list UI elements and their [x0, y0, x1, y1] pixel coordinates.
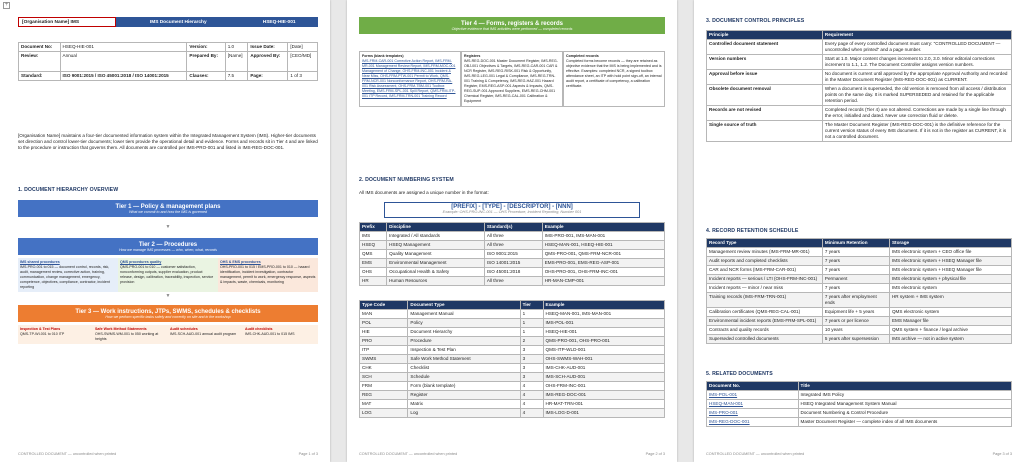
section-heading: 4. RECORD RETENTION SCHEDULE — [706, 228, 799, 234]
document-page-3 — [694, 0, 1024, 462]
table-cell[interactable]: No document is current until approved by the appropriate Approval Authority and recorded in the Master Document Register (IMS-REG-DOC-001) as CURRENT. — [822, 70, 1011, 85]
table-cell[interactable]: All three — [484, 241, 542, 250]
doc-title-cell: IMS Document Hierarchy — [116, 17, 240, 27]
meta-value[interactable]: 7.5 — [225, 72, 248, 81]
table-cell[interactable]: Completed records (Tier 4) are not altered. Corrections are made by a single line through the error, initialled and dated. Never use correction fluid or delete. — [822, 106, 1011, 121]
table-cell[interactable]: Incident reports — serious / LTI (OHS-FRM-INC-001) — [707, 275, 823, 284]
table-cell[interactable]: Obsolete document removal — [707, 85, 823, 106]
doc-code-cell: HSEQ-HIE-001 — [240, 17, 318, 27]
table-cell[interactable]: IMS-CHK-AUD-001 — [543, 364, 664, 373]
tier4-bar[interactable] — [359, 17, 665, 34]
tier4-column-body: IMS-FRM-CAR-001 Corrective Action Report, IMS-FRM-MR-001 Management Review Report, IMS-FRM-MOC-001 Management of Change, OHS-FRM-INC-001 Incident & Near Miss, OHS-FRM-PTW-001 Permit to Work, QMS-FRM-NCR-001 Nonconformance Report, OHS-FRM-RA-001 Risk Assessment, OHS-FRM-TBM-001 Toolbox Meeting, EMS-FRM-SPL-001 Spill Report, QMS-FRM-ITP-001 ITP Record, IMS-FRM-TRN-001 Training Record — [362, 59, 456, 98]
footer-controlled-statement: CONTROLLED DOCUMENT — uncontrolled when printed — [706, 452, 805, 456]
table-cell[interactable]: 7 years — [822, 248, 889, 257]
table-cell[interactable]: HIE — [360, 328, 408, 337]
table-cell[interactable]: 4 — [520, 400, 543, 409]
table-cell[interactable]: QMS system + finance / legal archive — [889, 326, 1011, 335]
footer-page-number: Page 2 of 3 — [645, 452, 665, 456]
tier4-column-body: Completed forms become records — they are retained as objective evidence that the IMS is being implemented and is effective. Examples: completed NCR, a signed toolbox attendance sheet, an ITP with hold point sign-off, an internal audit report, a certificate of competency, a calibration certificate. — [566, 59, 662, 88]
meta-value[interactable]: [Date] — [288, 43, 318, 52]
meta-value[interactable]: Annual — [60, 52, 187, 72]
table-cell[interactable]: HR system + IMS system — [889, 293, 1011, 308]
table-cell[interactable]: 1 — [520, 310, 543, 319]
document-page-1 — [0, 0, 330, 462]
table-cell[interactable]: MAN — [360, 310, 408, 319]
table-cell[interactable]: Contracts and quality records — [707, 326, 823, 335]
table-cell[interactable]: OHS-SWMS-WAH-001 — [543, 355, 664, 364]
table-cell[interactable]: All three — [484, 232, 542, 241]
tier4-subtitle: Objective evidence that IMS activities were performed — completed records — [451, 26, 573, 31]
table-cell[interactable]: Log — [408, 409, 520, 418]
tier3-box-body: QMS-TP-WI-001 to 010 ITP — [20, 332, 65, 336]
table-cell[interactable]: When a document is superseded, the old version is removed from all access / distribution points on the same day. It is marked SUPERSEDED and retained for the applicable retention period. — [822, 85, 1011, 106]
meta-label: Standard: — [19, 72, 61, 81]
meta-label: Issue Date: — [248, 43, 288, 52]
tier4-columns — [359, 51, 665, 107]
tier4-column-body: IMS-REG-DOC-001 Master Document Register, IMS-REG-OBJ-001 Objectives & Targets, IMS-REG-CAR-001 CAR & NCR Register, IMS-REG-RISK-001 Risk & Opportunity, IMS-REG-LEG-001 Legal & Compliance, IMS-REG-TRN-001 Training & Competency, IMS-REG-HAZ-001 Hazard Register, EMS-REG-ASP-001 Aspects & Impacts, QMS-REG-SUP-001 Approved Suppliers, EMS-REG-CHM-001 Chemical Register, IMS-REG-CAL-001 Calibration & Equipment — [464, 59, 558, 103]
table-row[interactable] — [707, 275, 1012, 284]
meta-label: Version: — [187, 43, 225, 52]
table-cell[interactable]: IMS-PRO-001, IMS-MAN-001 — [542, 232, 664, 241]
tier3-box-body: IMS-SCH-AUD-001 annual audit program — [170, 332, 237, 336]
document-meta-table — [18, 42, 318, 81]
table-row — [19, 72, 318, 81]
tier4-column[interactable] — [461, 51, 563, 107]
table-cell[interactable]: Every page of every controlled document must carry: "CONTROLLED DOCUMENT — uncontrolled when printed" and a page number. — [822, 40, 1011, 55]
table-row[interactable] — [360, 232, 665, 241]
table-header-row — [707, 239, 1012, 248]
table-cell[interactable]: HSEQ-HIE-001 — [543, 328, 664, 337]
table-cell[interactable]: LOG — [360, 409, 408, 418]
document-page-2 — [347, 0, 677, 462]
table-row[interactable] — [707, 418, 1012, 427]
column-header: Principle — [707, 31, 823, 40]
table-cell[interactable]: Audit reports and completed checklists — [707, 257, 823, 266]
section-heading: 5. RELATED DOCUMENTS — [706, 371, 773, 377]
table-row[interactable] — [360, 391, 665, 400]
procedure-box[interactable] — [18, 258, 118, 292]
section-heading: 2. DOCUMENT NUMBERING SYSTEM — [359, 177, 454, 183]
intro-paragraph[interactable]: [Organisation Name] maintains a four-tier documented information system within the Integrated Management System (IMS). Higher-tier documents set direction and control lower-tier documents; lower tiers provide the operational detail and evidence. Forms and records sit in Tier 4 and are linked to the procedure or instruction that governs them. All documents are controlled per IMS-PRO-001 and listed in IMS-REG-DOC-001. — [18, 133, 318, 151]
table-cell[interactable]: QMS-PRO-001, QMS-FRM-NCR-001 — [542, 250, 664, 259]
column-header: Document No. — [707, 382, 799, 391]
meta-value[interactable]: ISO 9001:2015 / ISO 45001:2018 / ISO 14001:2015 — [60, 72, 187, 81]
table-cell[interactable]: ISO 45001:2018 — [484, 268, 542, 277]
column-header: Standard(s) — [484, 223, 542, 232]
tier3-box-title: Inspection & Test Plans — [20, 327, 61, 331]
table-cell[interactable]: Matrix — [408, 400, 520, 409]
table-cell[interactable]: Integrated IMS Policy — [798, 391, 1012, 400]
table-cell[interactable]: 7 years — [822, 266, 889, 275]
tier3-title: Tier 3 — Work instructions, JTPs, SWMS, schedules & checklists — [75, 308, 261, 315]
table-cell[interactable]: ITP — [360, 346, 408, 355]
table-row[interactable] — [707, 85, 1012, 106]
table-cell[interactable]: Occupational Health & Safety — [387, 268, 485, 277]
table-cell[interactable]: REG — [360, 391, 408, 400]
numbering-format-box[interactable] — [384, 202, 640, 218]
related-documents-table — [706, 381, 1012, 427]
tier3-box[interactable] — [243, 325, 318, 344]
tier3-box-title: Safe Work Method Statements — [95, 327, 147, 331]
table-cell[interactable]: Document Numbering & Control Procedure — [798, 409, 1012, 418]
numbering-example: Example: OHS-PRO-INC-001 — OHS Procedure, Incident Reporting, Number 001 — [442, 210, 582, 214]
table-cell[interactable]: Register — [408, 391, 520, 400]
table-header-row — [360, 301, 665, 310]
table-cell[interactable]: HSEQ-MAN-001, IMS-MAN-001 — [543, 310, 664, 319]
table-cell[interactable]: IMS-POL-001 — [707, 391, 799, 400]
tier2-procedure-boxes — [18, 258, 318, 292]
table-row[interactable] — [707, 400, 1012, 409]
table-cell[interactable]: IMS-REG-DOC-001 — [707, 418, 799, 427]
column-header: Discipline — [387, 223, 485, 232]
table-cell[interactable]: Policy — [408, 319, 520, 328]
table-cell[interactable]: 10 years — [822, 326, 889, 335]
column-header: Requirement — [822, 31, 1011, 40]
table-row[interactable] — [707, 248, 1012, 257]
column-header: Storage — [889, 239, 1011, 248]
footer-page-number: Page 1 of 3 — [298, 452, 318, 456]
table-row[interactable] — [707, 121, 1012, 142]
table-cell[interactable]: QMS-PRO-001, OHS-PRO-001 — [543, 337, 664, 346]
column-header: Type Code — [360, 301, 408, 310]
table-cell[interactable]: Version numbers — [707, 55, 823, 70]
tier3-box-body: IMS-CHK-AUD-001 to 015 IMS — [245, 332, 295, 336]
column-header: Example — [542, 223, 664, 232]
table-row[interactable] — [360, 310, 665, 319]
table-cell[interactable]: Management Manual — [408, 310, 520, 319]
table-cell[interactable]: HSEQ Integrated Management System Manual — [798, 400, 1012, 409]
table-cell[interactable]: 7 years — [822, 284, 889, 293]
procedure-box-title: IMS shared procedures — [20, 260, 60, 264]
down-arrow-icon: ▼ — [165, 224, 171, 230]
table-cell[interactable]: EMS-PRO-001, EMS-REG-ASP-001 — [542, 259, 664, 268]
table-row[interactable] — [360, 250, 665, 259]
table-row[interactable] — [707, 293, 1012, 308]
table-cell[interactable]: 3 — [520, 364, 543, 373]
table-cell[interactable]: 1 — [520, 328, 543, 337]
org-name-cell: [Organisation Name] IMS — [18, 17, 116, 27]
table-cell[interactable]: CHK — [360, 364, 408, 373]
prefix-table — [359, 222, 665, 286]
table-cell[interactable]: 4 — [520, 382, 543, 391]
table-cell[interactable]: Start at 1.0. Major content changes increment to 2.0, 3.0. Minor editorial corrections increment to 1.1, 1.2. The Document Controller assigns version numbers. — [822, 55, 1011, 70]
section-heading: 3. DOCUMENT CONTROL PRINCIPLES — [706, 18, 805, 24]
tier2-bar[interactable] — [18, 238, 318, 255]
meta-label: Approved By: — [248, 52, 288, 72]
tier3-box-title: Audit schedules — [170, 327, 198, 331]
table-row[interactable] — [707, 409, 1012, 418]
table-row[interactable] — [360, 400, 665, 409]
table-row[interactable] — [360, 355, 665, 364]
tier2-title: Tier 2 — Procedures — [138, 241, 198, 248]
tier4-column-title: Forms (blank templates) — [362, 54, 404, 58]
meta-label: Prepared By: — [187, 52, 225, 72]
table-header-row — [707, 382, 1012, 391]
table-cell[interactable]: Quality Management — [387, 250, 485, 259]
table-cell[interactable]: 7 years after employment ends — [822, 293, 889, 308]
principles-table — [706, 30, 1012, 142]
table-cell[interactable]: Document Hierarchy — [408, 328, 520, 337]
meta-value[interactable]: HSEQ-HIE-001 — [60, 43, 187, 52]
table-cell[interactable]: EMS Manager file — [889, 317, 1011, 326]
tier3-box[interactable] — [93, 325, 168, 344]
table-cell[interactable]: POL — [360, 319, 408, 328]
table-cell[interactable]: Inspection & Test Plan — [408, 346, 520, 355]
column-header: Minimum Retention — [822, 239, 889, 248]
table-row[interactable] — [707, 391, 1012, 400]
table-cell[interactable]: Controlled document statement — [707, 40, 823, 55]
table-row[interactable] — [707, 308, 1012, 317]
table-cell[interactable]: ISO 14001:2015 — [484, 259, 542, 268]
table-cell[interactable]: HR — [360, 277, 387, 286]
table-cell[interactable]: Training records (IMS-FRM-TRN-001) — [707, 293, 823, 308]
tier3-boxes — [18, 325, 318, 344]
meta-value[interactable]: 1 of 3 — [288, 72, 318, 81]
table-header-row — [360, 223, 665, 232]
table-cell[interactable]: IMS-POL-001 — [543, 319, 664, 328]
table-cell[interactable]: 4 — [520, 409, 543, 418]
table-row — [19, 43, 318, 52]
tier2-subtitle: How we manage IMS processes — who, when, what, records — [119, 247, 217, 252]
table-row[interactable] — [707, 40, 1012, 55]
table-row — [19, 52, 318, 72]
tier3-box-body: OHS-SWMS-WM-001 to 050 working at heights — [95, 332, 159, 341]
procedure-box-title: QMS procedures quality — [120, 260, 162, 264]
table-row[interactable] — [360, 259, 665, 268]
table-cell[interactable]: Form (blank template) — [408, 382, 520, 391]
table-cell[interactable]: IMS electronic system + HSEQ Manager file — [889, 257, 1011, 266]
tier1-title: Tier 1 — Policy & management plans — [115, 203, 221, 210]
table-cell[interactable]: 7 years — [822, 257, 889, 266]
table-cell[interactable]: Equipment life + 5 years — [822, 308, 889, 317]
procedure-box-body: QMS-PRO-001 to 010 — customer satisfaction, nonconforming outputs, supplier evaluation, product release, design, calibration, traceability, inspection, service provision — [120, 265, 214, 284]
table-cell[interactable]: Superseded controlled documents — [707, 335, 823, 344]
tier4-column[interactable] — [563, 51, 665, 107]
table-move-handle-icon[interactable]: + — [4, 2, 9, 8]
table-row[interactable] — [360, 364, 665, 373]
table-cell[interactable]: Management review minutes (IMS-FRM-MR-001) — [707, 248, 823, 257]
table-row[interactable] — [360, 409, 665, 418]
table-cell[interactable]: Records are not revised — [707, 106, 823, 121]
table-cell[interactable]: HSEQ — [360, 241, 387, 250]
table-row[interactable] — [360, 382, 665, 391]
tier1-subtitle: What we commit to and how the IMS is governed — [128, 209, 208, 214]
table-cell[interactable]: IMS electronic system + HSEQ Manager file — [889, 266, 1011, 275]
table-cell[interactable]: IMS electronic system — [889, 284, 1011, 293]
table-cell[interactable]: 5 years after supersession — [822, 335, 889, 344]
table-row[interactable] — [707, 106, 1012, 121]
column-header: Document Type — [408, 301, 520, 310]
table-cell[interactable]: SWMS — [360, 355, 408, 364]
tier3-box[interactable] — [18, 325, 93, 344]
page-footer — [359, 452, 665, 456]
table-cell[interactable]: Environmental Management — [387, 259, 485, 268]
footer-controlled-statement: CONTROLLED DOCUMENT — uncontrolled when printed — [359, 452, 458, 456]
page-footer — [706, 452, 1012, 456]
numbering-intro[interactable]: All IMS documents are assigned a unique number in the format: — [359, 190, 489, 195]
table-cell[interactable]: HR-MAT-TRN-001 — [543, 400, 664, 409]
table-cell[interactable]: 3 — [520, 355, 543, 364]
table-cell[interactable]: HSEQ-MAN-001, HSEQ-HIE-001 — [542, 241, 664, 250]
table-cell[interactable]: IMS-REG-DOC-001 — [543, 391, 664, 400]
table-row[interactable] — [707, 70, 1012, 85]
table-cell[interactable]: ISO 9001:2015 — [484, 250, 542, 259]
table-cell[interactable]: QMS electronic system — [889, 308, 1011, 317]
meta-value[interactable]: [CEO/MD] — [288, 52, 318, 72]
table-cell[interactable]: Permanent — [822, 275, 889, 284]
document-header-bar — [18, 17, 318, 27]
table-cell[interactable]: Checklist — [408, 364, 520, 373]
footer-page-number: Page 3 of 3 — [992, 452, 1012, 456]
table-cell[interactable]: 2 — [520, 337, 543, 346]
tier3-box[interactable] — [168, 325, 243, 344]
table-cell[interactable]: FRM — [360, 382, 408, 391]
procedure-box-body: IMS-PRO-001 to 015 — document control, records, risk, audit, management review, corrective action, training, communication, change management, emergency, competence, objectives, compliance, contractor, incident reporting — [20, 265, 110, 289]
table-cell[interactable]: EMS — [360, 259, 387, 268]
procedure-box[interactable] — [118, 258, 218, 292]
table-row[interactable] — [360, 337, 665, 346]
table-cell[interactable]: IMS-LOG-D-001 — [543, 409, 664, 418]
column-header: Title — [798, 382, 1012, 391]
table-row[interactable] — [360, 277, 665, 286]
numbering-format: [PREFIX] - [TYPE] - [DESCRIPTOR] - [NNN] — [451, 204, 573, 210]
meta-label: Document No: — [19, 43, 61, 52]
table-cell[interactable]: Master Document Register — complete index of all IMS documents — [798, 418, 1012, 427]
tier4-column-title: Completed records — [566, 54, 599, 58]
table-cell[interactable]: The Master Document Register (IMS-REG-DOC-001) is the definitive reference for the current version status of every IMS document. If it is not in the register as CURRENT, it is not a controlled document. — [822, 121, 1011, 142]
table-cell[interactable]: Environmental incident reports (EMS-FRM-SPL-001) — [707, 317, 823, 326]
table-cell[interactable]: All three — [484, 277, 542, 286]
page-footer — [18, 452, 318, 456]
table-cell[interactable]: 4 — [520, 391, 543, 400]
table-cell[interactable]: Incident reports — minor / near miss — [707, 284, 823, 293]
table-row[interactable] — [360, 373, 665, 382]
table-cell[interactable]: IMS — [360, 232, 387, 241]
table-cell[interactable]: IMS-PRO-001 — [707, 409, 799, 418]
table-cell[interactable]: Single source of truth — [707, 121, 823, 142]
table-cell[interactable]: Approval before issue — [707, 70, 823, 85]
table-cell[interactable]: OHS — [360, 268, 387, 277]
column-header: Tier — [520, 301, 543, 310]
table-row[interactable] — [707, 266, 1012, 275]
table-cell[interactable]: Schedule — [408, 373, 520, 382]
table-cell[interactable]: HR-MAN-CMP-001 — [542, 277, 664, 286]
table-cell[interactable]: 3 — [520, 373, 543, 382]
table-cell[interactable]: CAR and NCR forms (IMS-FRM-CAR-001) — [707, 266, 823, 275]
table-header-row — [707, 31, 1012, 40]
meta-label: Page: — [248, 72, 288, 81]
table-cell[interactable]: IMS electronic system + physical file — [889, 275, 1011, 284]
table-row[interactable] — [707, 284, 1012, 293]
table-cell[interactable]: QMS-ITP-WLD-001 — [543, 346, 664, 355]
table-row[interactable] — [360, 346, 665, 355]
table-cell[interactable]: IMS archive — not in active system — [889, 335, 1011, 344]
table-cell[interactable]: Safe Work Method Statement — [408, 355, 520, 364]
table-cell[interactable]: 7 years or per licence — [822, 317, 889, 326]
column-header: Example — [543, 301, 664, 310]
meta-label: Review: — [19, 52, 61, 72]
table-row[interactable] — [707, 326, 1012, 335]
table-row[interactable] — [707, 55, 1012, 70]
table-cell[interactable]: OHS-FRM-INC-001 — [543, 382, 664, 391]
section-heading: 1. DOCUMENT HIERARCHY OVERVIEW — [18, 187, 119, 193]
procedure-box-body: OHS-PRO-001 to 015 / EMS-PRO-001 to 010 — hazard identification, incident investigation, contractor management, permit to work, emergency response, aspects & impacts, waste, chemicals, monitoring — [220, 265, 316, 284]
procedure-box[interactable] — [218, 258, 318, 292]
table-row[interactable] — [707, 335, 1012, 344]
table-cell[interactable]: SCH — [360, 373, 408, 382]
tier3-bar[interactable] — [18, 305, 318, 322]
table-cell[interactable]: HSEQ-MAN-001 — [707, 400, 799, 409]
type-code-table — [359, 300, 665, 418]
column-header: Prefix — [360, 223, 387, 232]
tier3-subtitle: How we perform specific tasks safely and correctly on site and in the workshop — [105, 314, 231, 319]
meta-value[interactable]: [Name] — [225, 52, 248, 72]
column-header: Record Type — [707, 239, 823, 248]
table-cell[interactable]: 1 — [520, 319, 543, 328]
table-row[interactable] — [360, 319, 665, 328]
table-cell[interactable]: HSEQ Management — [387, 241, 485, 250]
table-cell[interactable]: QMS — [360, 250, 387, 259]
table-row[interactable] — [707, 257, 1012, 266]
table-cell[interactable]: Integrated / All standards — [387, 232, 485, 241]
table-row[interactable] — [360, 328, 665, 337]
table-row[interactable] — [360, 241, 665, 250]
table-cell[interactable]: Calibration certificates (QMS-REG-CAL-001) — [707, 308, 823, 317]
table-row[interactable] — [360, 268, 665, 277]
meta-value[interactable]: 1.0 — [225, 43, 248, 52]
table-cell[interactable]: Human Resources — [387, 277, 485, 286]
table-row[interactable] — [707, 317, 1012, 326]
table-cell[interactable]: MAT — [360, 400, 408, 409]
procedure-box-title: OHS & EMS procedures — [220, 260, 261, 264]
footer-controlled-statement: CONTROLLED DOCUMENT — uncontrolled when printed — [18, 452, 117, 456]
tier4-title: Tier 4 — Forms, registers & records — [461, 20, 563, 27]
table-cell[interactable]: PRO — [360, 337, 408, 346]
table-cell[interactable]: IMS electronic system + CEO office file — [889, 248, 1011, 257]
down-arrow-icon: ▼ — [165, 293, 171, 299]
retention-table — [706, 238, 1012, 344]
tier4-column-title: Registers — [464, 54, 481, 58]
table-cell[interactable]: Procedure — [408, 337, 520, 346]
table-cell[interactable]: OHS-PRO-001, OHS-FRM-INC-001 — [542, 268, 664, 277]
table-cell[interactable]: IMS-SCH-AUD-001 — [543, 373, 664, 382]
tier3-box-title: Audit checklists — [245, 327, 273, 331]
meta-label: Clauses: — [187, 72, 225, 81]
table-cell[interactable]: 3 — [520, 346, 543, 355]
tier1-bar[interactable] — [18, 200, 318, 217]
tier4-column[interactable] — [359, 51, 461, 107]
